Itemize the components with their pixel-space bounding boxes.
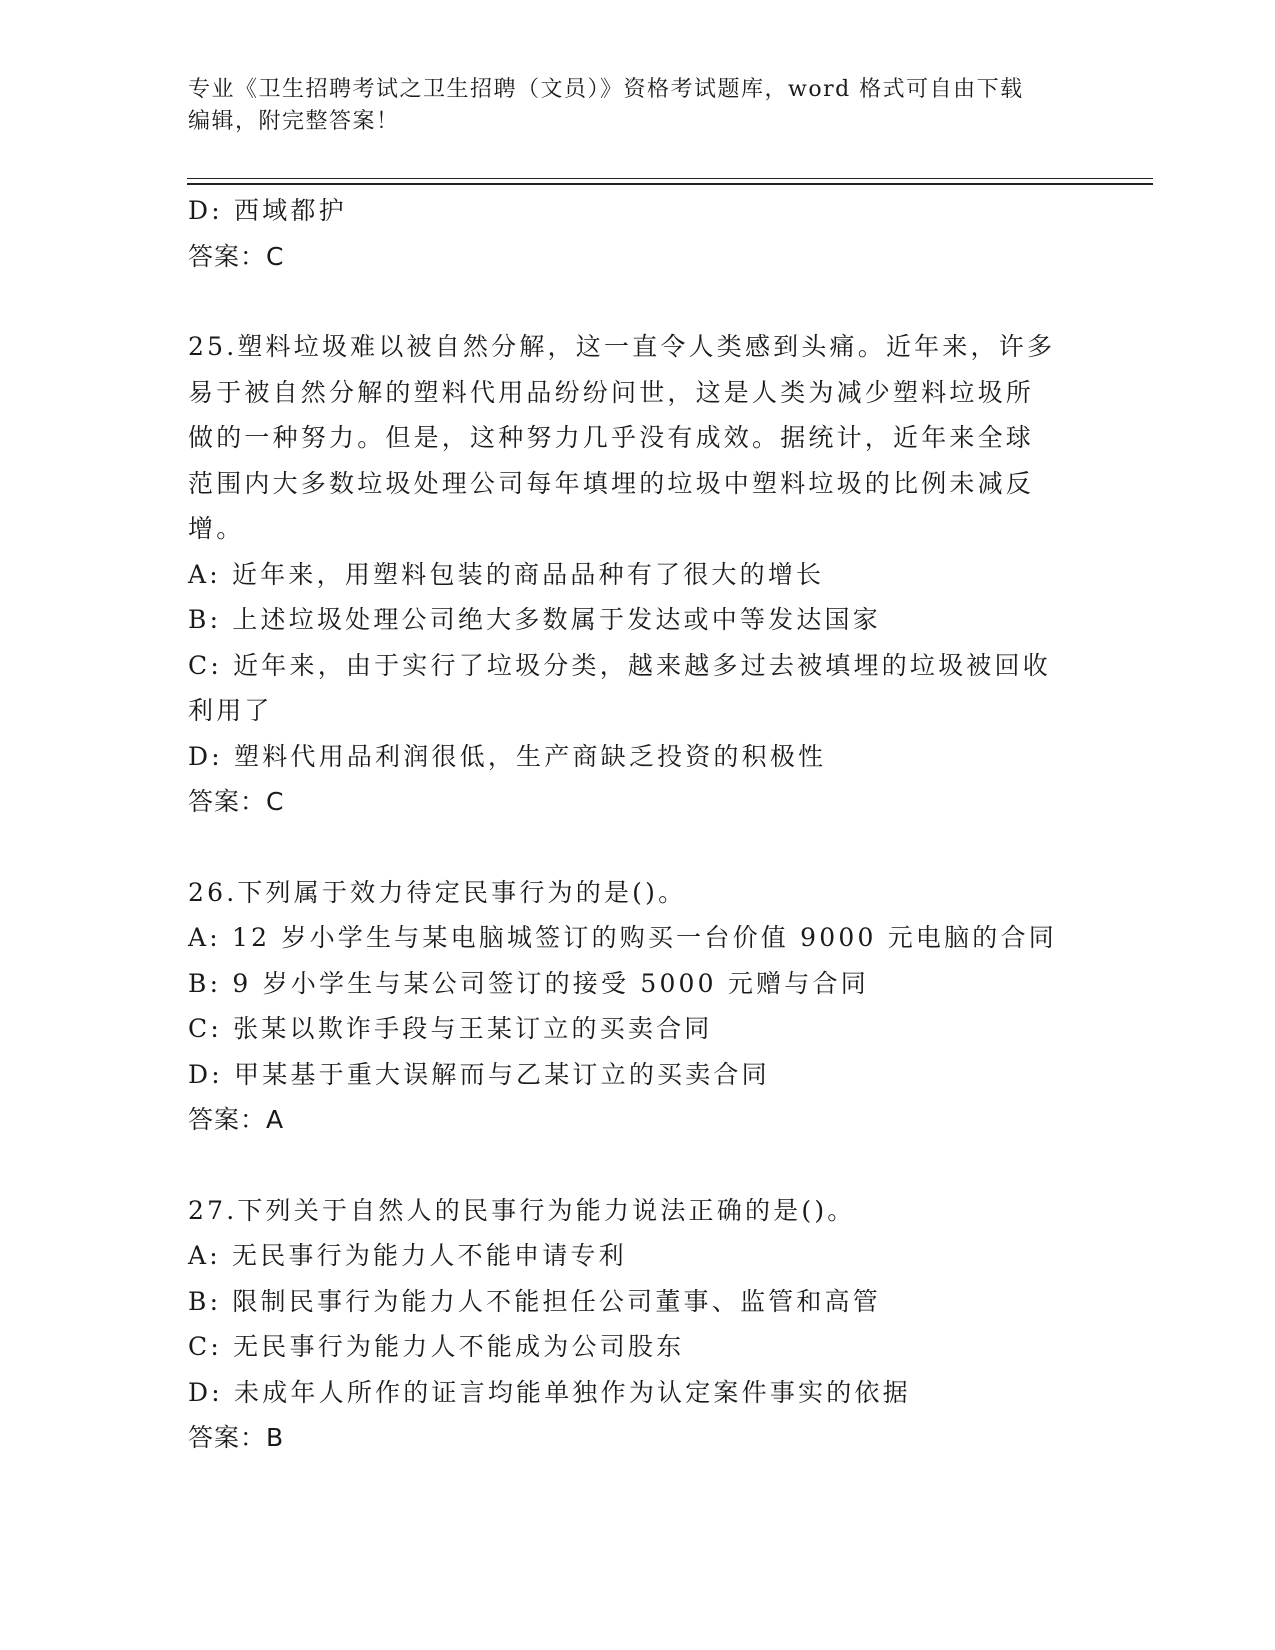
question-content bbox=[188, 188, 1088, 1461]
option-a: A: 无民事行为能力人不能申请专利 bbox=[188, 1241, 627, 1270]
question-stem-line: 25.塑料垃圾难以被自然分解，这一直令人类感到头痛。近年来，许多 bbox=[188, 332, 1056, 361]
option-d: D: 塑料代用品利润很低，生产商缺乏投资的积极性 bbox=[188, 741, 827, 771]
question-25 bbox=[188, 324, 1088, 825]
header-line-2: 编辑，附完整答案！ bbox=[188, 109, 400, 134]
option-c: C: 无民事行为能力人不能成为公司股东 bbox=[188, 1332, 685, 1361]
option-b: B: 上述垃圾处理公司绝大多数属于发达或中等发达国家 bbox=[188, 605, 881, 634]
option-c: C: 张某以欺诈手段与王某订立的买卖合同 bbox=[188, 1014, 713, 1043]
option-a: A: 12 岁小学生与某电脑城签订的购买一台价值 9000 元电脑的合同 bbox=[188, 923, 1057, 952]
option-b: B: 限制民事行为能力人不能担任公司董事、监管和高管 bbox=[188, 1286, 881, 1316]
answer-line: 答案：C bbox=[188, 241, 285, 271]
question-27 bbox=[188, 1188, 1088, 1461]
option-b: B: 9 岁小学生与某公司签订的接受 5000 元赠与合同 bbox=[188, 968, 869, 998]
answer-line: 答案：C bbox=[188, 787, 285, 816]
spacer bbox=[188, 825, 1088, 870]
document-header bbox=[188, 74, 1088, 138]
header-divider-thick bbox=[187, 183, 1153, 185]
spacer bbox=[188, 279, 1088, 324]
header-divider-thin bbox=[187, 178, 1153, 179]
question-stem-line: 范围内大多数垃圾处理公司每年填埋的垃圾中塑料垃圾的比例未减反 bbox=[188, 468, 1035, 498]
spacer bbox=[188, 1143, 1088, 1188]
question-stem-line: 易于被自然分解的塑料代用品纷纷问世，这是人类为减少塑料垃圾所 bbox=[188, 377, 1035, 407]
question-stem-line: 增。 bbox=[188, 514, 245, 543]
question-stem: 27.下列关于自然人的民事行为能力说法正确的是()。 bbox=[188, 1195, 856, 1225]
question-stem-line: 做的一种努力。但是，这种努力几乎没有成效。据统计，近年来全球 bbox=[188, 423, 1035, 452]
header-line-1: 专业《卫生招聘考试之卫生招聘（文员）》资格考试题库，word 格式可自由下载 bbox=[188, 77, 1024, 102]
option-a: A: 近年来，用塑料包装的商品品种有了很大的增长 bbox=[188, 559, 825, 589]
option-d: D: 未成年人所作的证言均能单独作为认定案件事实的依据 bbox=[188, 1377, 911, 1407]
option-d: D: 西域都护 bbox=[188, 196, 347, 225]
question-26 bbox=[188, 870, 1088, 1143]
option-c: C: 近年来，由于实行了垃圾分类，越来越多过去被填埋的垃圾被回收 bbox=[188, 650, 1051, 680]
answer-line: 答案：A bbox=[188, 1105, 285, 1134]
option-c-continued: 利用了 bbox=[188, 696, 273, 725]
previous-question-tail bbox=[188, 188, 1088, 279]
question-stem: 26.下列属于效力待定民事行为的是()。 bbox=[188, 877, 687, 907]
answer-line: 答案：B bbox=[188, 1423, 285, 1452]
option-d: D: 甲某基于重大误解而与乙某订立的买卖合同 bbox=[188, 1059, 770, 1089]
